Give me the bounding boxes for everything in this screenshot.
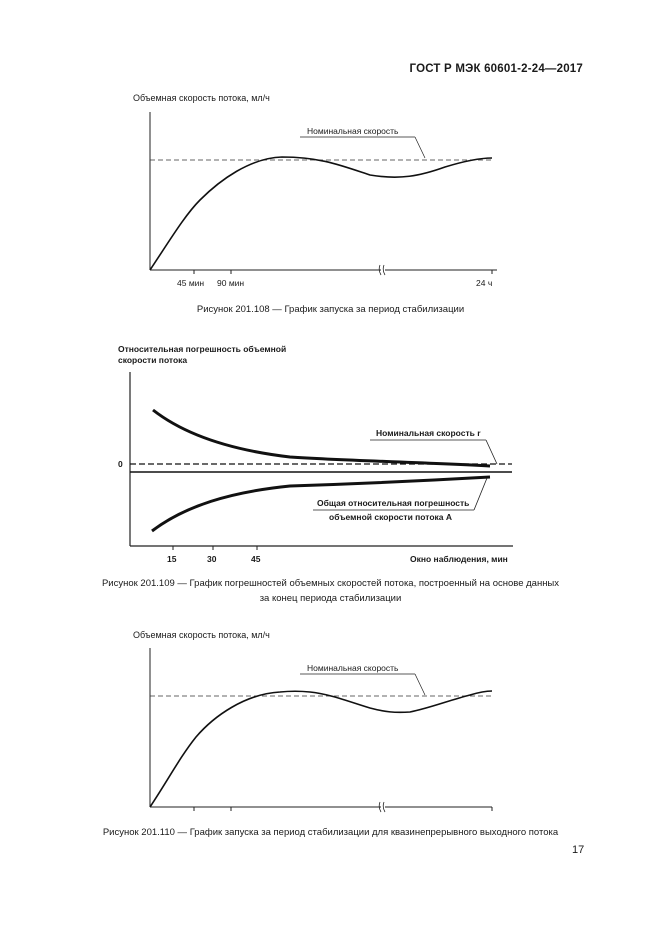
fig1-nominal-label: Номинальная скорость: [307, 126, 399, 136]
fig3-caption: Рисунок 201.110 — График запуска за период стабилизации для квазинепрерывного выходного потока: [102, 827, 559, 838]
figure-201-109: [0, 330, 661, 590]
fig2-upper-error-curve: [153, 410, 490, 466]
fig1-tick-label-45: 45 мин: [177, 278, 205, 288]
fig2-y-axis-label-line1: Относительная погрешность объемной: [118, 344, 287, 354]
fig3-leader-line: [415, 674, 425, 695]
fig3-y-axis-label: Объемная скорость потока, мл/ч: [133, 630, 270, 640]
fig2-tick-label-15: 15: [167, 554, 177, 564]
fig1-leader-line: [415, 137, 425, 158]
fig3-nominal-label: Номинальная скорость: [307, 663, 399, 673]
standard-header: ГОСТ Р МЭК 60601-2-24—2017: [409, 63, 583, 75]
fig2-caption: [40, 576, 621, 606]
figure-201-110: [0, 625, 661, 825]
page-number: 17: [572, 844, 585, 856]
fig3-flow-curve: [150, 691, 492, 807]
fig2-caption-line1: Рисунок 201.109 — График погрешностей объемных скоростей потока, построенный на основе данных: [101, 578, 560, 589]
fig2-x-axis-label: Окно наблюдения, мин: [410, 554, 508, 564]
fig1-tick-label-24h: 24 ч: [476, 278, 493, 288]
fig1-y-axis-label: Объемная скорость потока, мл/ч: [133, 93, 270, 103]
fig1-tick-label-90: 90 мин: [217, 278, 245, 288]
figure-201-108: [0, 0, 661, 300]
fig2-tick-label-30: 30: [207, 554, 217, 564]
fig2-error-label-line2: объемной скорости потока A: [329, 512, 452, 522]
fig2-zero-label: 0: [118, 459, 123, 469]
fig2-nominal-leader: [486, 440, 497, 464]
fig2-error-leader: [474, 478, 487, 510]
fig2-tick-label-45: 45: [251, 554, 261, 564]
fig2-error-label-line1: Общая относительная погрешность: [317, 498, 470, 508]
fig2-caption-line2: за конец периода стабилизации: [259, 593, 402, 604]
fig1-caption: Рисунок 201.108 — График запуска за период стабилизации: [196, 304, 465, 315]
fig1-flow-curve: [150, 157, 492, 270]
fig2-nominal-label: Номинальная скорость r: [376, 428, 481, 438]
fig2-y-axis-label-line2: скорости потока: [118, 355, 188, 365]
